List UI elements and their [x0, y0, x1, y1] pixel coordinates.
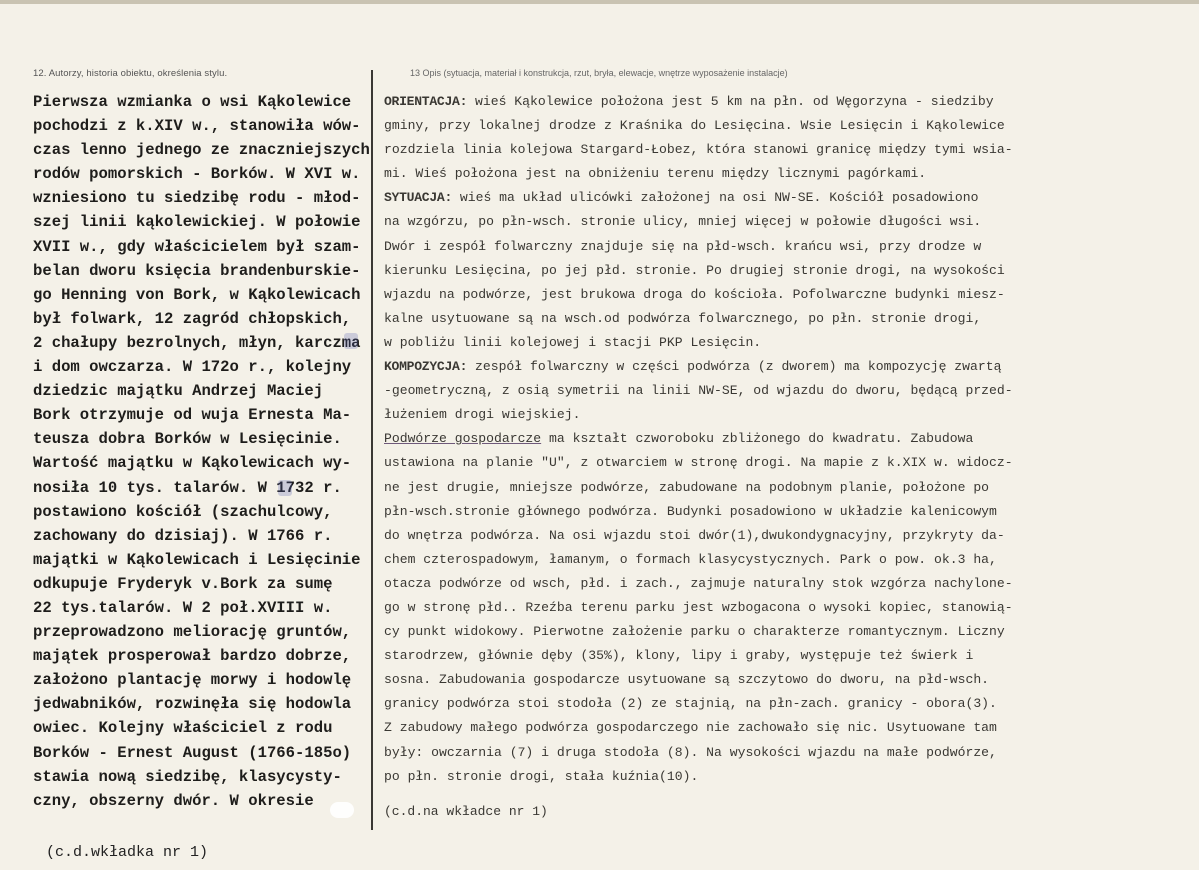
description-text-line: [384, 379, 1194, 403]
history-text-line: teusza dobra Borków w Lesięcinie.: [33, 430, 342, 449]
line-text: na wzgórzu, po płn-wsch. stronie ulicy, mniej więcej w połowie długości wsi.: [384, 214, 982, 230]
description-text-line: [384, 90, 1194, 114]
description-text-line: [384, 186, 1194, 210]
history-text-line: wzniesiono tu siedzibę rodu - młod-: [33, 189, 361, 208]
history-text-line: odkupuje Fryderyk v.Bork za sumę: [33, 574, 333, 593]
continuation-note-right: (c.d.na wkładce nr 1): [384, 804, 548, 819]
line-text: sosna. Zabudowania gospodarcze usytuowane są szczytowo do dworu, na płd-wsch.: [384, 672, 990, 688]
line-text: Z zabudowy małego podwórza gospodarczego nie zachowało się nic. Usytuowane tam: [384, 720, 997, 736]
line-text: były: owczarnia (7) i druga stodoła (8). Na wysokości wjazdu na małe podwórze,: [384, 744, 997, 760]
history-text-line: 22 tys.talarów. W 2 poł.XVIII w.: [33, 598, 333, 617]
history-text-line: Borków - Ernest August (1766-185o): [33, 743, 352, 762]
line-text: ne jest drugie, mniejsze podwórze, zabudowane na podobnym planie, położone po: [384, 479, 990, 495]
description-text-line: [384, 403, 1194, 427]
description-text-line: [384, 644, 1194, 668]
description-text-line: [384, 620, 1194, 644]
description-text-line: [384, 741, 1194, 765]
line-text: starodrzew, głównie dęby (35%), klony, lipy i graby, występuje też świerk i: [384, 648, 974, 664]
section-12-header: 12. Autorzy, historia obiektu, określenia stylu.: [33, 68, 228, 79]
line-text: -geometryczną, z osią symetrii na linii NW-SE, od wjazdu do dworu, będącą przed-: [384, 383, 1013, 399]
history-text-line: był folwark, 12 zagród chłopskich,: [33, 309, 352, 328]
description-text-line: [384, 259, 1194, 283]
description-text-line: [384, 596, 1194, 620]
description-text-line: [384, 716, 1194, 740]
history-text-line: majątek prosperował bardzo dobrze,: [33, 647, 352, 666]
ink-correction-mark: [278, 480, 292, 496]
description-text-line: [384, 138, 1194, 162]
line-text: go w stronę płd.. Rzeźba terenu parku jest wzbogacona o wysoki kopiec, stanowią-: [384, 599, 1013, 615]
description-text-line: [384, 283, 1194, 307]
description-text-line: [384, 427, 1194, 451]
history-text-line: szej linii kąkolewickiej. W połowie: [33, 213, 361, 232]
description-text-line: [384, 476, 1194, 500]
history-text-line: majątki w Kąkolewicach i Lesięcinie: [33, 550, 361, 569]
history-text-line: belan dworu księcia brandenburskie-: [33, 261, 361, 280]
correction-fluid-spot: [330, 802, 354, 818]
line-text: otacza podwórze od wsch, płd. i zach., zajmuje naturalny stok wzgórza nachylone-: [384, 575, 1013, 591]
line-text: gminy, przy lokalnej drodze z Kraśnika do Lesięcina. Wsie Lesięcin i Kąkolewice: [384, 118, 1005, 134]
description-text-line: [384, 235, 1194, 259]
line-text: mi. Wieś położona jest na obniżeniu terenu między licznymi pagórkami.: [384, 166, 927, 182]
line-text: wieś ma układ ulicówki założonej na osi NW-SE. Kościół posadowiono: [452, 190, 979, 206]
description-text-line: [384, 524, 1194, 548]
history-text-line: przeprowadzono meliorację gruntów,: [33, 623, 352, 642]
description-text-column: [384, 90, 1194, 789]
history-text-line: Pierwsza wzmianka o wsi Kąkolewice: [33, 93, 352, 111]
history-text-line: owiec. Kolejny właściciel z rodu: [33, 719, 333, 738]
line-text: ustawiona na planie "U", z otwarciem w stronę drogi. Na mapie z k.XIX w. widocz-: [384, 455, 1013, 471]
history-text-line: założono plantację morwy i hodowlę: [33, 671, 352, 690]
history-text-line: XVII w., gdy właścicielem był szam-: [33, 237, 361, 256]
history-text-line: czny, obszerny dwór. W okresie: [33, 791, 314, 810]
line-text: ma kształt czworoboku zbliżonego do kwadratu. Zabudowa: [541, 431, 974, 447]
history-text-line: go Henning von Bork, w Kąkolewicach: [33, 285, 361, 304]
history-text-column: [33, 90, 378, 813]
section-label: SYTUACJA:: [384, 190, 453, 206]
history-text-line: Bork otrzymuje od wuja Ernesta Ma-: [33, 406, 352, 425]
line-text: kalne usytuowane są na wsch.od podwórza folwarcznego, po płn. stronie drogi,: [384, 310, 982, 326]
history-text-line: rodów pomorskich - Borków. W XVI w.: [33, 165, 361, 184]
line-text: chem czterospadowym, łamanym, o formach klasycystycznych. Park o pow. ok.3 ha,: [384, 551, 997, 567]
history-text-line: zachowany do dzisiaj). W 1766 r.: [33, 526, 333, 545]
description-text-line: [384, 162, 1194, 186]
history-text-line: postawiono kościół (szachulcowy,: [33, 502, 333, 521]
history-text-line: nosiła 10 tys. talarów. W 1732 r.: [33, 478, 342, 497]
line-text: kierunku Lesięcina, po jej płd. stronie. Po drugiej stronie drogi, na wysokości: [384, 262, 1005, 278]
line-text: łużeniem drogi wiejskiej.: [384, 407, 581, 423]
description-text-line: [384, 210, 1194, 234]
description-text-line: [384, 500, 1194, 524]
continuation-note-left: (c.d.wkładka nr 1): [46, 844, 209, 861]
line-text: do wnętrza podwórza. Na osi wjazdu stoi dwór(1),dwukondygnacyjny, przykryty da-: [384, 527, 1005, 543]
description-text-line: [384, 331, 1194, 355]
section-label: ORIENTACJA:: [384, 94, 468, 109]
line-text: wjazdu na podwórze, jest brukowa droga do kościoła. Pofolwarczne budynki miesz-: [384, 286, 1005, 302]
history-text-line: jedwabników, rozwinęła się hodowla: [33, 695, 352, 714]
line-text: Dwór i zespół folwarczny znajduje się na płd-wsch. krańcu wsi, przy drodze w: [384, 238, 982, 254]
description-text-line: [384, 668, 1194, 692]
history-text-line: 2 chałupy bezrolnych, młyn, karczma: [33, 333, 361, 352]
description-text-line: [384, 114, 1194, 138]
ink-correction-mark: [344, 333, 358, 349]
line-text: granicy podwórza stoi stodoła (2) ze stajnią, na płn-zach. granicy - obora(3).: [384, 696, 997, 712]
line-text: płn-wsch.stronie głównego podwórza. Budynki posadowiono w układzie kalenicowym: [384, 503, 997, 519]
description-text-line: [384, 451, 1194, 475]
history-text-line: i dom owczarza. W 172o r., kolejny: [33, 358, 352, 377]
line-text: rozdziela linia kolejowa Stargard-Łobez, która stanowi granicę między tymi wsia-: [384, 142, 1013, 158]
line-text: cy punkt widokowy. Pierwotne założenie parku o charakterze romantycznym. Liczny: [384, 624, 1005, 640]
line-text: w pobliżu linii kolejowej i stacji PKP Lesięcin.: [384, 334, 762, 350]
section-label: KOMPOZYCJA:: [384, 359, 468, 375]
section-13-header: 13 Opis (sytuacja, materiał i konstrukcja, rzut, bryła, elewacje, wnętrze wyposażenie instalacje): [410, 68, 788, 78]
history-text-line: stawia nową siedzibę, klasycysty-: [33, 767, 342, 786]
description-text-line: [384, 355, 1194, 379]
page-top-edge: [0, 0, 1199, 4]
history-text-line: pochodzi z k.XIV w., stanowiła wów-: [33, 117, 361, 136]
underlined-term: Podwórze gospodarcze: [384, 431, 542, 447]
line-text: po płn. stronie drogi, stała kuźnia(10).: [384, 768, 699, 784]
description-text-line: [384, 548, 1194, 572]
description-text-line: [384, 765, 1194, 789]
history-text-line: dziedzic majątku Andrzej Maciej: [33, 382, 324, 401]
line-text: zespół folwarczny w części podwórza (z dworem) ma kompozycję zwartą: [467, 359, 1002, 375]
line-text: wieś Kąkolewice położona jest 5 km na płn. od Węgorzyna - siedziby: [467, 94, 994, 109]
description-text-line: [384, 572, 1194, 596]
description-text-line: [384, 307, 1194, 331]
description-text-line: [384, 692, 1194, 716]
history-text-line: czas lenno jednego ze znaczniejszych: [33, 141, 370, 160]
history-text-line: Wartość majątku w Kąkolewicach wy-: [33, 454, 352, 473]
